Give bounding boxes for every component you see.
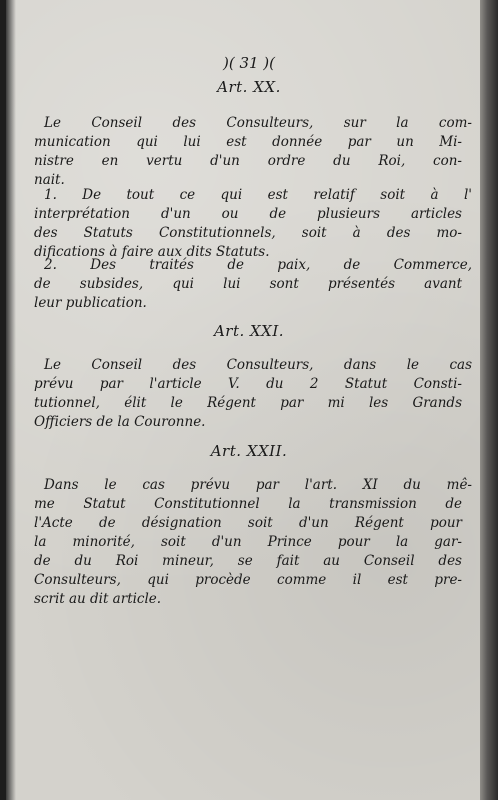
article-xx-paragraph-3: [34, 256, 472, 313]
binding-shadow: [6, 0, 16, 800]
text-line: 1. De tout ce qui est relatif soit à l': [44, 187, 472, 203]
text-line: interprétation d'un ou de plusieurs articles: [34, 206, 462, 222]
article-heading-xxi: Art. XXI.: [213, 322, 285, 340]
text-line: des Statuts Constitutionnels, soit à des mo-: [34, 225, 462, 241]
text-line: nait.: [34, 172, 65, 188]
text-line: Dans le cas prévu par l'art. XI du mê-: [44, 477, 472, 493]
article-heading-xx: Art. XX.: [217, 78, 281, 96]
text-line: me Statut Constitutionnel la transmission de: [34, 496, 462, 512]
article-xxi-paragraph-1: [34, 356, 472, 432]
text-line: tutionnel, élit le Régent par mi les Grands: [34, 395, 462, 411]
text-line: Officiers de la Couronne.: [34, 414, 206, 430]
page-number: )( 31 )(: [222, 54, 276, 72]
text-line: l'Acte de désignation soit d'un Régent pour: [34, 515, 462, 531]
text-line: 2. Des traités de paix, de Commerce,: [44, 257, 472, 273]
article-xx-paragraph-2: [34, 186, 472, 262]
text-line: Le Conseil des Consulteurs, dans le cas: [44, 357, 472, 373]
article-xx-paragraph-1: [34, 114, 472, 190]
text-line: nistre en vertu d'un ordre du Roi, con-: [34, 153, 462, 169]
article-heading-xxii: Art. XXII.: [210, 442, 288, 460]
text-line: Consulteurs, qui procède comme il est pre-: [34, 572, 462, 588]
text-line: de du Roi mineur, se fait au Conseil des: [34, 553, 462, 569]
article-xxii-paragraph-1: [34, 476, 472, 609]
page-edge: [480, 0, 498, 800]
text-line: munication qui lui est donnée par un Mi-: [34, 134, 462, 150]
text-line: prévu par l'article V. du 2 Statut Consti-: [34, 376, 462, 392]
text-line: de subsides, qui lui sont présentés avant: [34, 276, 462, 292]
text-line: leur publication.: [34, 295, 147, 311]
text-line: Le Conseil des Consulteurs, sur la com-: [44, 115, 472, 131]
text-line: la minorité, soit d'un Prince pour la gar-: [34, 534, 462, 550]
text-line: difications à faire aux dits Statuts.: [34, 244, 270, 260]
text-line: scrit au dit article.: [34, 591, 162, 607]
